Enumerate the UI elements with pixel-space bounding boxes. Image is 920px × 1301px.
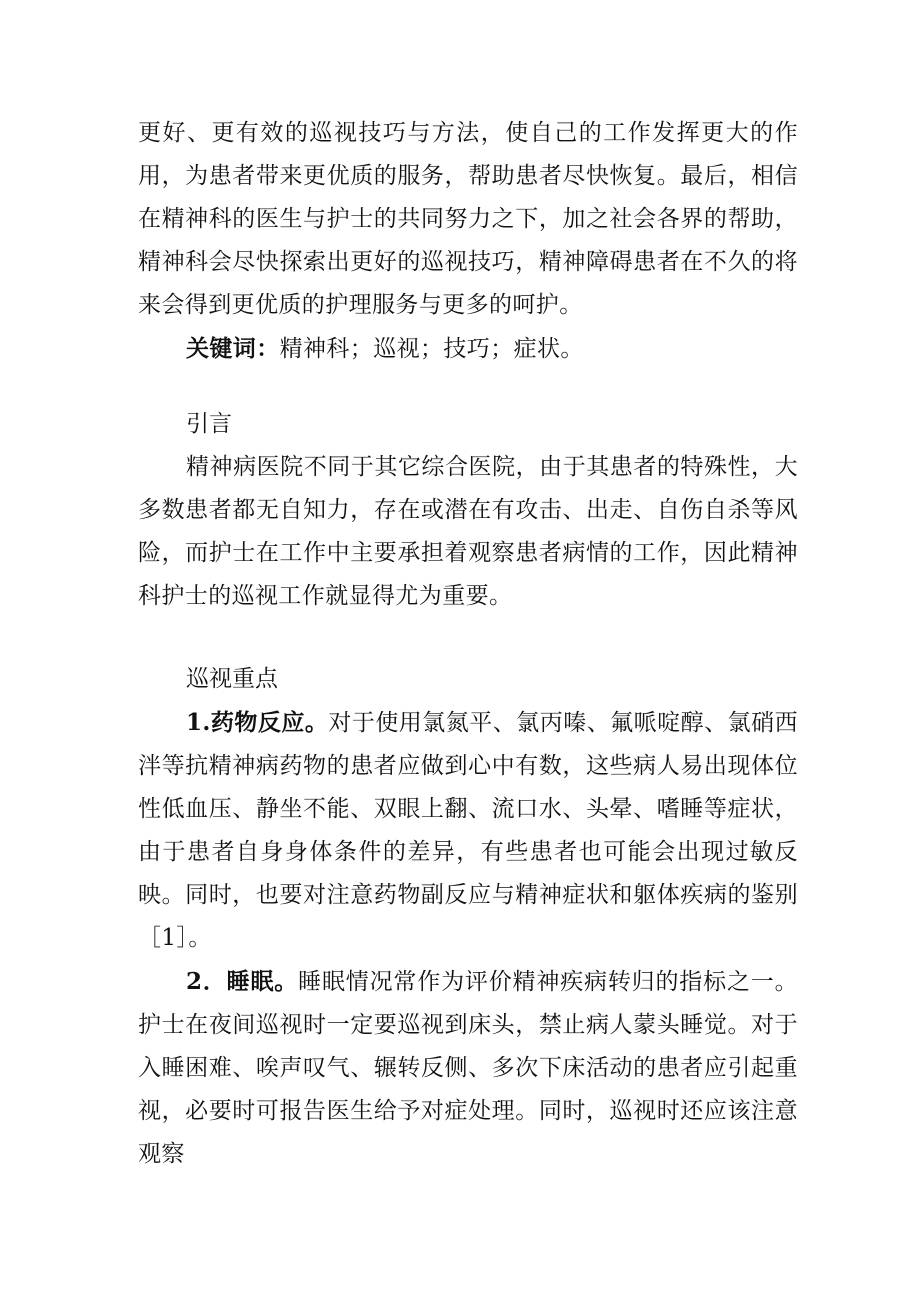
- abstract-continued-paragraph: 更好、更有效的巡视技巧与方法，使自己的工作发挥更大的作用，为患者带来更优质的服务，帮助患者尽快恢复。最后，相信在精神科的医生与护士的共同努力之下，加之社会各界的帮助，精神科会尽快探索出更好的巡视技巧，精神障碍患者在不久的将来会得到更优质的护理服务与更多的呵护。: [138, 120, 798, 318]
- focus-item-text: 对于使用氯氮平、氯丙嗪、氟哌啶醇、氯硝西泮等抗精神病药物的患者应做到心中有数，这些病人易出现体位性低血压、静坐不能、双眼上翻、流口水、头晕、嗜睡等症状，由于患者自身身体条件的差异，有些患者也可能会出现过敏反映。同时，也要对注意药物副反应与精神症状和躯体疾病的鉴别［1］。: [138, 710, 799, 951]
- focus-item-head: 2．睡眠。: [186, 968, 299, 995]
- focus-item-drug-reaction: [138, 701, 798, 960]
- focus-item-sleep: [138, 960, 798, 1176]
- focus-item-text: 睡眠情况常作为评价精神疾病转归的指标之一。护士在夜间巡视时一定要巡视到床头，禁止病人蒙头睡觉。对于入睡困难、唉声叹气、辗转反侧、多次下床活动的患者应引起重视，必要时可报告医生给予对症处理。同时，巡视时还应该注意观察: [138, 969, 798, 1167]
- focus-item-head: 1.药物反应。: [186, 709, 329, 736]
- keywords-paragraph: [138, 327, 798, 371]
- intro-heading: 引言: [186, 411, 232, 437]
- intro-paragraph: 精神病医院不同于其它综合医院，由于其患者的特殊性，大多数患者都无自知力，存在或潜在有攻击、出走、自伤自杀等风险，而护士在工作中主要承担着观察患者病情的工作，因此精神科护士的巡视工作就显得尤为重要。: [138, 454, 798, 609]
- focus-heading: 巡视重点: [186, 666, 278, 692]
- keywords-label: 关键词：: [186, 335, 280, 362]
- keywords-text: 精神科；巡视；技巧；症状。: [279, 336, 584, 362]
- document-page: [138, 112, 798, 1176]
